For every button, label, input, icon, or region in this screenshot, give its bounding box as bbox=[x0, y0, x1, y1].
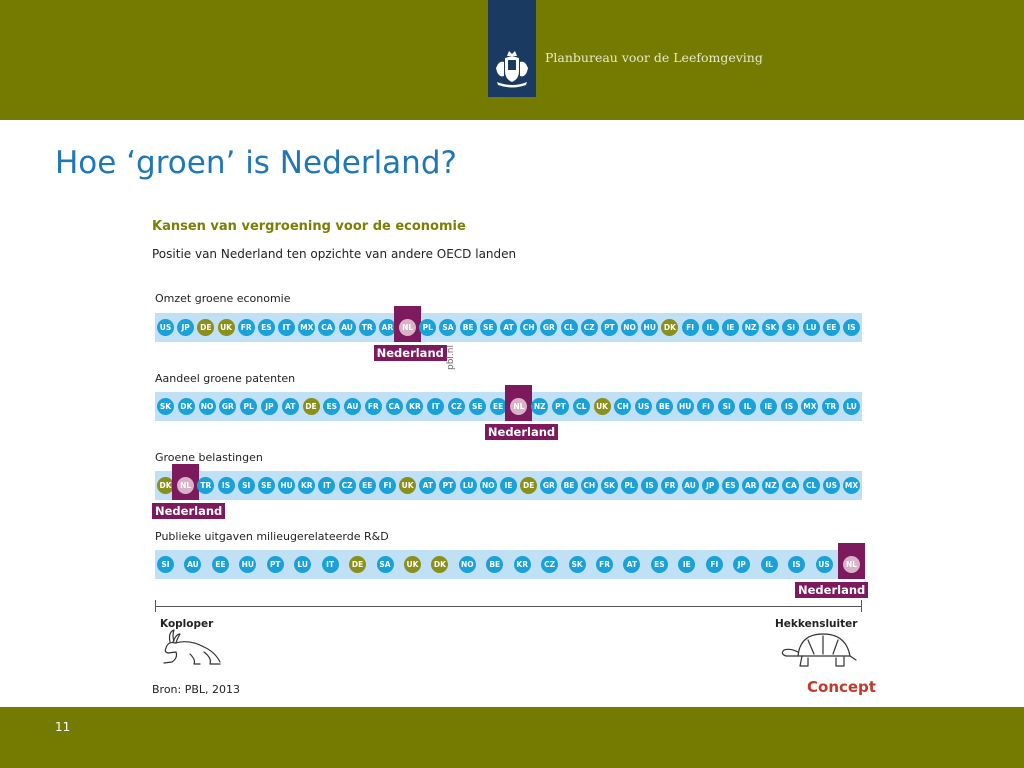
country-ch: CH bbox=[581, 477, 598, 494]
country-nl: NL bbox=[510, 398, 527, 415]
country-nl: NL bbox=[399, 319, 416, 336]
country-us: US bbox=[635, 398, 652, 415]
country-uk: UK bbox=[404, 556, 421, 573]
country-es: ES bbox=[651, 556, 668, 573]
country-is: IS bbox=[781, 398, 798, 415]
country-sa: SA bbox=[439, 319, 456, 336]
country-ca: CA bbox=[386, 398, 403, 415]
country-at: AT bbox=[500, 319, 517, 336]
country-ch: CH bbox=[520, 319, 537, 336]
ranking-label: Aandeel groene patenten bbox=[155, 372, 296, 385]
country-mx: MX bbox=[801, 398, 818, 415]
country-be: BE bbox=[561, 477, 578, 494]
country-lu: LU bbox=[803, 319, 820, 336]
country-fr: FR bbox=[365, 398, 382, 415]
axis-left-label: Koploper bbox=[160, 618, 214, 630]
country-pl: PL bbox=[621, 477, 638, 494]
country-lu: LU bbox=[843, 398, 860, 415]
country-ee: EE bbox=[490, 398, 507, 415]
country-lu: LU bbox=[460, 477, 477, 494]
country-de: DE bbox=[349, 556, 366, 573]
country-fi: FI bbox=[379, 477, 396, 494]
country-nz: NZ bbox=[742, 319, 759, 336]
ranking-label: Publieke uitgaven milieugerelateerde R&D bbox=[155, 530, 389, 543]
ranking-strip bbox=[155, 550, 862, 579]
country-pl: PL bbox=[240, 398, 257, 415]
country-ca: CA bbox=[782, 477, 799, 494]
figure-title: Kansen van vergroening voor de economie bbox=[152, 219, 466, 234]
country-be: BE bbox=[656, 398, 673, 415]
country-is: IS bbox=[218, 477, 235, 494]
country-us: US bbox=[157, 319, 174, 336]
country-cl: CL bbox=[561, 319, 578, 336]
country-it: IT bbox=[318, 477, 335, 494]
country-ie: IE bbox=[760, 398, 777, 415]
country-fi: FI bbox=[697, 398, 714, 415]
country-au: AU bbox=[682, 477, 699, 494]
footer-band bbox=[0, 707, 1024, 768]
country-jp: JP bbox=[261, 398, 278, 415]
country-dk: DK bbox=[157, 477, 174, 494]
tortoise-icon bbox=[778, 628, 858, 670]
country-gr: GR bbox=[219, 398, 236, 415]
country-us: US bbox=[823, 477, 840, 494]
country-sk: SK bbox=[569, 556, 586, 573]
country-fr: FR bbox=[596, 556, 613, 573]
country-nl: NL bbox=[177, 477, 194, 494]
country-is: IS bbox=[843, 319, 860, 336]
country-no: NO bbox=[199, 398, 216, 415]
country-sk: SK bbox=[157, 398, 174, 415]
hare-icon bbox=[160, 628, 224, 668]
country-cz: CZ bbox=[339, 477, 356, 494]
country-pt: PT bbox=[267, 556, 284, 573]
country-at: AT bbox=[623, 556, 640, 573]
country-gr: GR bbox=[540, 477, 557, 494]
country-ca: CA bbox=[318, 319, 335, 336]
coat-of-arms-icon bbox=[488, 0, 536, 97]
country-no: NO bbox=[621, 319, 638, 336]
country-se: SE bbox=[469, 398, 486, 415]
country-pl: PL bbox=[419, 319, 436, 336]
country-jp: JP bbox=[733, 556, 750, 573]
country-be: BE bbox=[460, 319, 477, 336]
country-ee: EE bbox=[212, 556, 229, 573]
pbl-source-tag: pbl.nl bbox=[446, 345, 456, 370]
country-fi: FI bbox=[706, 556, 723, 573]
country-il: IL bbox=[761, 556, 778, 573]
country-es: ES bbox=[722, 477, 739, 494]
country-sa: SA bbox=[377, 556, 394, 573]
nederland-tag: Nederland bbox=[374, 345, 447, 361]
country-it: IT bbox=[427, 398, 444, 415]
country-us: US bbox=[816, 556, 833, 573]
page-number: 11 bbox=[55, 720, 71, 734]
country-si: SI bbox=[718, 398, 735, 415]
country-si: SI bbox=[157, 556, 174, 573]
organisation-name: Planbureau voor de Leefomgeving bbox=[545, 50, 763, 65]
country-mx: MX bbox=[843, 477, 860, 494]
header-band bbox=[0, 0, 1024, 120]
rijksoverheid-logo bbox=[488, 0, 536, 97]
country-pt: PT bbox=[601, 319, 618, 336]
country-at: AT bbox=[419, 477, 436, 494]
country-ar: AR bbox=[742, 477, 759, 494]
country-fi: FI bbox=[682, 319, 699, 336]
country-pt: PT bbox=[552, 398, 569, 415]
axis-right-tick bbox=[861, 600, 862, 612]
country-nz: NZ bbox=[762, 477, 779, 494]
country-de: DE bbox=[197, 319, 214, 336]
nederland-tag: Nederland bbox=[485, 424, 558, 440]
country-mx: MX bbox=[298, 319, 315, 336]
country-no: NO bbox=[480, 477, 497, 494]
country-ee: EE bbox=[359, 477, 376, 494]
figure-source: Bron: PBL, 2013 bbox=[152, 683, 241, 696]
country-il: IL bbox=[702, 319, 719, 336]
country-jp: JP bbox=[702, 477, 719, 494]
country-at: AT bbox=[282, 398, 299, 415]
country-no: NO bbox=[459, 556, 476, 573]
country-kr: KR bbox=[298, 477, 315, 494]
country-fr: FR bbox=[661, 477, 678, 494]
ranking-axis bbox=[155, 606, 862, 607]
country-kr: KR bbox=[514, 556, 531, 573]
ranking-label: Groene belastingen bbox=[155, 451, 263, 464]
country-uk: UK bbox=[399, 477, 416, 494]
country-de: DE bbox=[303, 398, 320, 415]
country-uk: UK bbox=[218, 319, 235, 336]
figure-subtitle: Positie van Nederland ten opzichte van andere OECD landen bbox=[152, 247, 517, 261]
country-si: SI bbox=[238, 477, 255, 494]
country-se: SE bbox=[258, 477, 275, 494]
country-tr: TR bbox=[359, 319, 376, 336]
country-is: IS bbox=[788, 556, 805, 573]
country-hu: HU bbox=[239, 556, 256, 573]
country-kr: KR bbox=[406, 398, 423, 415]
country-ie: IE bbox=[500, 477, 517, 494]
concept-stamp: Concept bbox=[807, 678, 876, 696]
nederland-tag: Nederland bbox=[152, 503, 225, 519]
country-cz: CZ bbox=[448, 398, 465, 415]
country-hu: HU bbox=[677, 398, 694, 415]
country-uk: UK bbox=[594, 398, 611, 415]
country-es: ES bbox=[323, 398, 340, 415]
country-lu: LU bbox=[294, 556, 311, 573]
nederland-tag: Nederland bbox=[795, 582, 868, 598]
country-cz: CZ bbox=[541, 556, 558, 573]
country-fr: FR bbox=[238, 319, 255, 336]
country-tr: TR bbox=[822, 398, 839, 415]
country-ar: AR bbox=[379, 319, 396, 336]
country-il: IL bbox=[739, 398, 756, 415]
ranking-label: Omzet groene economie bbox=[155, 292, 291, 305]
axis-left-tick bbox=[155, 600, 156, 612]
country-dk: DK bbox=[661, 319, 678, 336]
country-ie: IE bbox=[678, 556, 695, 573]
country-cl: CL bbox=[803, 477, 820, 494]
country-nz: NZ bbox=[531, 398, 548, 415]
slide-title: Hoe ‘groen’ is Nederland? bbox=[55, 145, 457, 181]
country-cz: CZ bbox=[581, 319, 598, 336]
country-jp: JP bbox=[177, 319, 194, 336]
axis-right-label: Hekkensluiter bbox=[775, 618, 858, 630]
country-au: AU bbox=[184, 556, 201, 573]
country-au: AU bbox=[339, 319, 356, 336]
country-is: IS bbox=[641, 477, 658, 494]
country-nl: NL bbox=[843, 556, 860, 573]
country-it: IT bbox=[322, 556, 339, 573]
country-sk: SK bbox=[601, 477, 618, 494]
country-cl: CL bbox=[573, 398, 590, 415]
country-ie: IE bbox=[722, 319, 739, 336]
country-be: BE bbox=[486, 556, 503, 573]
country-hu: HU bbox=[278, 477, 295, 494]
country-pt: PT bbox=[439, 477, 456, 494]
country-tr: TR bbox=[197, 477, 214, 494]
country-de: DE bbox=[520, 477, 537, 494]
country-si: SI bbox=[782, 319, 799, 336]
country-dk: DK bbox=[431, 556, 448, 573]
country-hu: HU bbox=[641, 319, 658, 336]
country-gr: GR bbox=[540, 319, 557, 336]
country-se: SE bbox=[480, 319, 497, 336]
country-sk: SK bbox=[762, 319, 779, 336]
country-au: AU bbox=[344, 398, 361, 415]
country-ch: CH bbox=[614, 398, 631, 415]
country-dk: DK bbox=[178, 398, 195, 415]
country-ee: EE bbox=[823, 319, 840, 336]
country-it: IT bbox=[278, 319, 295, 336]
country-es: ES bbox=[258, 319, 275, 336]
